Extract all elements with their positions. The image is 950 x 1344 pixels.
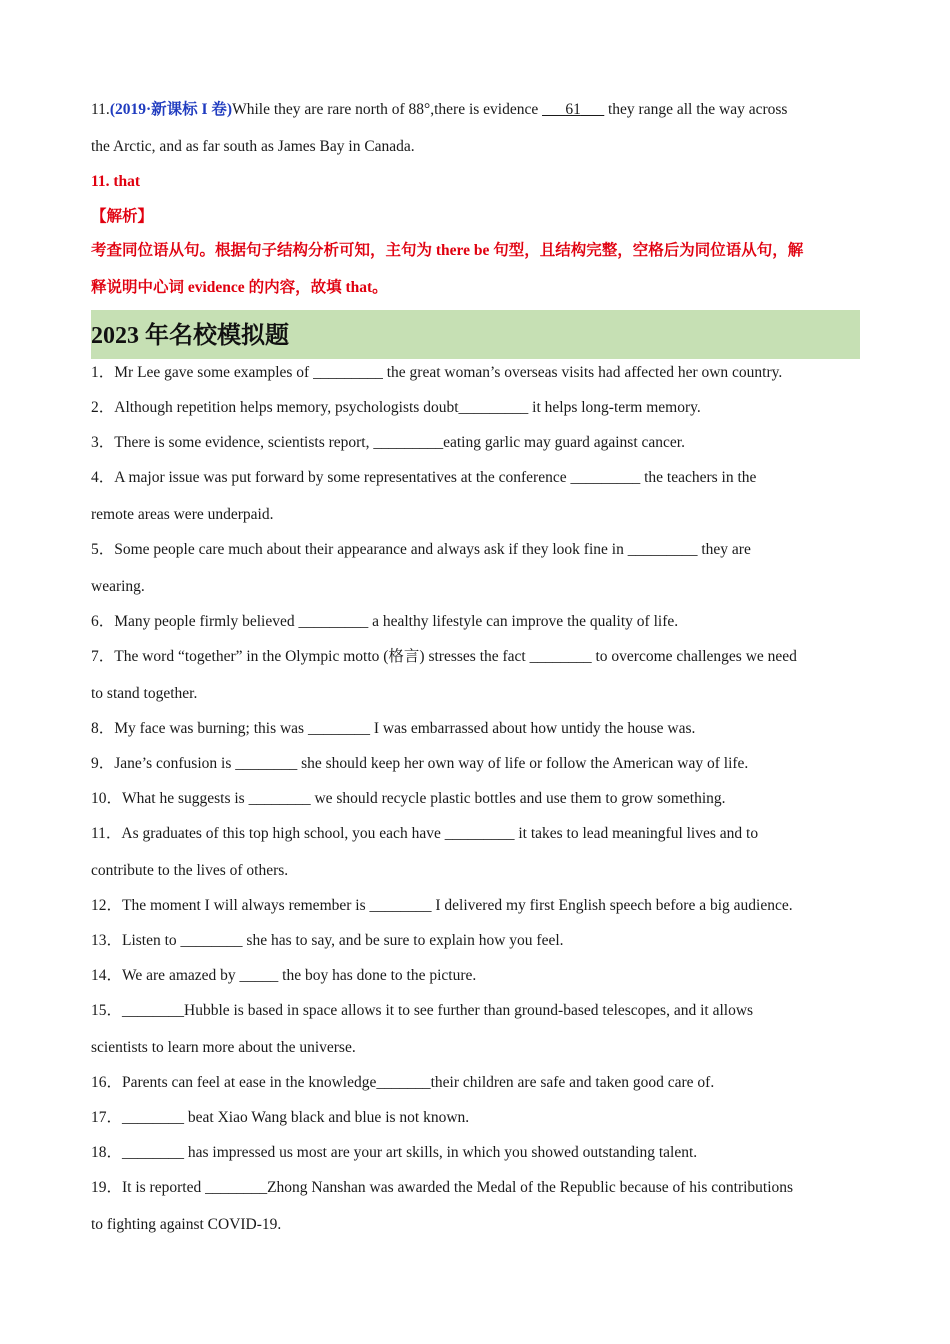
question-4: 4．A major issue was put forward by some representatives at the conference _________ the teachers in the [91, 469, 757, 486]
question-text-after: they range all the way across [604, 101, 788, 118]
question-14: 14．We are amazed by _____ the boy has done to the picture. [91, 967, 477, 984]
question-10: 10．What he suggests is ________ we should recycle plastic bottles and use them to grow something. [91, 790, 726, 807]
question-5-continuation: wearing. [91, 578, 145, 595]
question-17: 17．________ beat Xiao Wang black and blue is not known. [91, 1109, 470, 1126]
question-16: 16．Parents can feel at ease in the knowledge_______their children are safe and taken good care of. [91, 1074, 715, 1091]
question-4-continuation: remote areas were underpaid. [91, 506, 274, 523]
question-text: While they are rare north of 88°,there is evidence [232, 101, 543, 118]
analysis-label: 【解析】 [91, 208, 154, 225]
question-number: 11. [91, 101, 110, 118]
question-9: 9．Jane’s confusion is ________ she should keep her own way of life or follow the American way of life. [91, 755, 749, 772]
question-11-continuation: contribute to the lives of others. [91, 862, 289, 879]
question-18: 18．________ has impressed us most are your art skills, in which you showed outstanding talent. [91, 1144, 698, 1161]
question-5: 5．Some people care much about their appearance and always ask if they look fine in _________ they are [91, 541, 751, 558]
section-title: 2023 年名校模拟题 [91, 323, 289, 349]
question-19-continuation: to fighting against COVID-19. [91, 1216, 282, 1233]
question-7-continuation: to stand together. [91, 685, 198, 702]
question-3: 3．There is some evidence, scientists report, _________eating garlic may guard against cancer. [91, 434, 685, 451]
question-7: 7．The word “together” in the Olympic motto (格言) stresses the fact ________ to overcome challenges we need [91, 648, 797, 665]
question-13: 13．Listen to ________ she has to say, and be sure to explain how you feel. [91, 932, 564, 949]
question-1: 1．Mr Lee gave some examples of _________ the great woman’s overseas visits had affected her own country. [91, 364, 783, 381]
question-12: 12．The moment I will always remember is ________ I delivered my first English speech before a big audience. [91, 897, 793, 914]
analysis-line-1: 考查同位语从句。根据句子结构分析可知，主句为 there be 句型，且结构完整，空格后为同位语从句，解 [91, 242, 804, 259]
analysis-line-2: 释说明中心词 evidence 的内容，故填 that。 [91, 279, 388, 296]
blank-61: ___61___ [542, 101, 605, 118]
question-11: 11．As graduates of this top high school, you each have _________ it takes to lead meaningful lives and to [91, 825, 759, 842]
answer-line: 11. that [91, 173, 141, 190]
question-8: 8．My face was burning; this was ________ I was embarrassed about how untidy the house was. [91, 720, 696, 737]
question-source: (2019·新课标 I 卷) [109, 101, 233, 118]
question-2: 2．Although repetition helps memory, psychologists doubt_________ it helps long-term memory. [91, 399, 701, 416]
question-19: 19．It is reported ________Zhong Nanshan was awarded the Medal of the Republic because of his contributions [91, 1179, 794, 1196]
question-6: 6．Many people firmly believed _________ a healthy lifestyle can improve the quality of life. [91, 613, 679, 630]
question-15: 15．________Hubble is based in space allows it to see further than ground-based telescopes, and it allows [91, 1002, 754, 1019]
prev-question-line [91, 100, 787, 120]
prev-question-continuation: the Arctic, and as far south as James Bay in Canada. [91, 138, 415, 155]
question-15-continuation: scientists to learn more about the universe. [91, 1039, 356, 1056]
